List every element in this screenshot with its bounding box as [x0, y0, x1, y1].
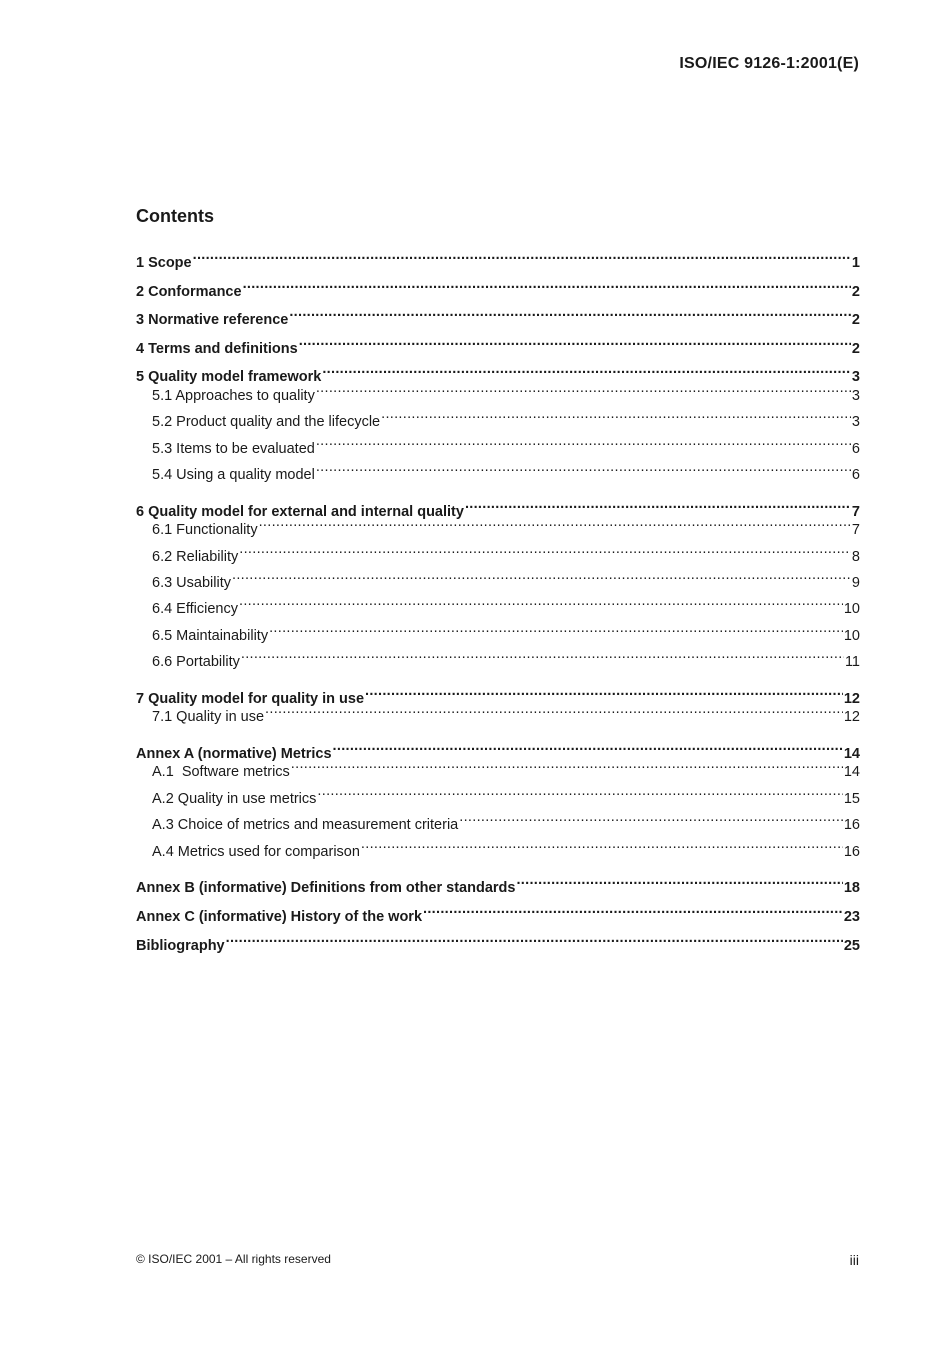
toc-entry[interactable] — [136, 569, 860, 592]
toc-entry-page: 3 — [851, 414, 860, 430]
toc-leader-dots — [241, 648, 844, 666]
toc-entry-title: 4 Terms and definitions — [136, 341, 298, 357]
toc-entry-title: A.2 Quality in use metrics — [152, 791, 317, 807]
toc-entry-title: 6.3 Usability — [152, 575, 231, 591]
toc-entry-title: 7 Quality model for quality in use — [136, 691, 365, 707]
toc-entry-title: 5.3 Items to be evaluated — [152, 441, 315, 457]
toc-entry-page: 10 — [843, 628, 860, 644]
toc-leader-dots — [243, 278, 851, 296]
toc-entry[interactable] — [136, 874, 860, 897]
toc-entry-title: Annex A (normative) Metrics — [136, 746, 332, 762]
toc-entry-page: 11 — [844, 654, 860, 670]
toc-entry-title: 6.6 Portability — [152, 654, 240, 670]
toc-leader-dots — [516, 874, 842, 892]
toc-entry-title: 5.1 Approaches to quality — [152, 388, 315, 404]
toc-leader-dots — [333, 740, 843, 758]
toc-entry-title: 5 Quality model framework — [136, 369, 322, 385]
toc-entry[interactable] — [136, 622, 860, 645]
page-number: iii — [849, 1252, 859, 1268]
toc-entry[interactable] — [136, 249, 860, 272]
toc-entry-page: 8 — [851, 549, 860, 565]
toc-entry-title: A.1 Software metrics — [152, 764, 290, 780]
toc-entry-page: 14 — [843, 746, 860, 762]
toc-entry-page: 2 — [851, 284, 860, 300]
toc-entry-title: 6.2 Reliability — [152, 549, 239, 565]
toc-entry-title: 2 Conformance — [136, 284, 242, 300]
toc-leader-dots — [259, 516, 851, 534]
toc-leader-dots — [423, 903, 843, 921]
toc-entry-page: 6 — [851, 467, 860, 483]
toc-entry[interactable] — [136, 903, 860, 926]
toc-entry[interactable] — [136, 382, 860, 405]
document-identifier: ISO/IEC 9126-1:2001(E) — [679, 55, 859, 72]
toc-entry[interactable] — [136, 461, 860, 484]
toc-leader-dots — [322, 363, 851, 381]
toc-leader-dots — [317, 785, 842, 803]
toc-entry-page: 16 — [843, 817, 860, 833]
toc-entry-page: 1 — [851, 255, 860, 271]
toc-entry[interactable] — [136, 435, 860, 458]
toc-entry-title: 3 Normative reference — [136, 312, 289, 328]
toc-entry-page: 16 — [843, 844, 860, 860]
toc-leader-dots — [465, 498, 851, 516]
toc-leader-dots — [193, 249, 851, 267]
toc-entry[interactable] — [136, 838, 860, 861]
toc-entry-page: 12 — [843, 709, 860, 725]
toc-leader-dots — [316, 461, 851, 479]
toc-entry[interactable] — [136, 543, 860, 566]
toc-entry-page: 14 — [843, 764, 860, 780]
toc-entry[interactable] — [136, 335, 860, 358]
toc-leader-dots — [239, 543, 851, 561]
toc-entry[interactable] — [136, 758, 860, 781]
toc-entry[interactable] — [136, 306, 860, 329]
toc-entry-page: 12 — [843, 691, 860, 707]
toc-leader-dots — [316, 435, 851, 453]
toc-entry-page: 3 — [851, 388, 860, 404]
toc-entry-title: 7.1 Quality in use — [152, 709, 265, 725]
toc-entry[interactable] — [136, 785, 860, 808]
toc-entry[interactable] — [136, 811, 860, 834]
toc-entry-title: 1 Scope — [136, 255, 192, 271]
toc-entry-title: 6 Quality model for external and internal quality — [136, 504, 464, 520]
toc-leader-dots — [232, 569, 851, 587]
toc-entry-page: 23 — [843, 909, 860, 925]
toc-entry[interactable] — [136, 648, 860, 671]
toc-leader-dots — [365, 685, 843, 703]
toc-entry[interactable] — [136, 408, 860, 431]
toc-entry-title: A.4 Metrics used for comparison — [152, 844, 360, 860]
toc-leader-dots — [299, 335, 851, 353]
toc-entry-title: Annex B (informative) Definitions from other standards — [136, 880, 516, 896]
toc-entry-title: 5.4 Using a quality model — [152, 467, 315, 483]
toc-entry[interactable] — [136, 516, 860, 539]
toc-entry[interactable] — [136, 932, 860, 955]
toc-entry[interactable] — [136, 703, 860, 726]
toc-entry-page: 2 — [851, 312, 860, 328]
toc-entry-title: 6.5 Maintainability — [152, 628, 269, 644]
contents-heading: Contents — [136, 206, 214, 226]
toc-entry[interactable] — [136, 278, 860, 301]
toc-entry-page: 9 — [851, 575, 860, 591]
toc-leader-dots — [265, 703, 843, 721]
toc-entry-page: 15 — [843, 791, 860, 807]
toc-entry-page: 6 — [851, 441, 860, 457]
toc-entry-page: 7 — [851, 522, 860, 538]
toc-entry-page: 2 — [851, 341, 860, 357]
toc-leader-dots — [291, 758, 843, 776]
toc-entry-page: 7 — [851, 504, 860, 520]
toc-entry-page: 10 — [843, 601, 860, 617]
toc-entry-title: 6.4 Efficiency — [152, 601, 238, 617]
copyright-notice: © ISO/IEC 2001 – All rights reserved — [136, 1252, 331, 1266]
toc-entry[interactable] — [136, 595, 860, 618]
toc-entry-title: 6.1 Functionality — [152, 522, 258, 538]
toc-entry-title: Bibliography — [136, 938, 225, 954]
toc-entry-title: 5.2 Product quality and the lifecycle — [152, 414, 381, 430]
toc-leader-dots — [269, 622, 843, 640]
toc-entry-page: 3 — [851, 369, 860, 385]
toc-leader-dots — [459, 811, 843, 829]
toc-leader-dots — [316, 382, 851, 400]
toc-entry-page: 25 — [843, 938, 860, 954]
toc-entry-title: Annex C (informative) History of the work — [136, 909, 423, 925]
toc-leader-dots — [381, 408, 851, 426]
toc-leader-dots — [226, 932, 843, 950]
toc-entry-page: 18 — [843, 880, 860, 896]
toc-leader-dots — [289, 306, 851, 324]
toc-leader-dots — [361, 838, 843, 856]
toc-entry-title: A.3 Choice of metrics and measurement criteria — [152, 817, 459, 833]
toc-leader-dots — [239, 595, 843, 613]
